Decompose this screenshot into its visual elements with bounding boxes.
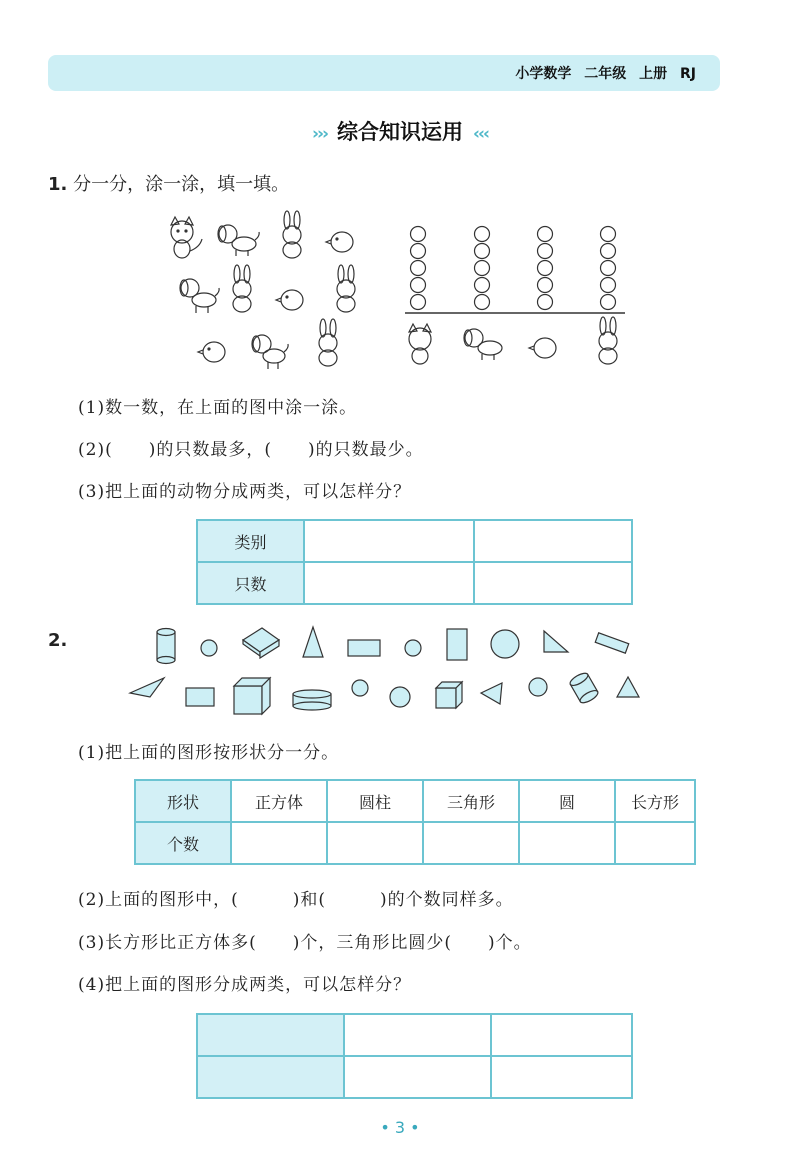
animal-group (171, 211, 355, 369)
circle-icon (201, 640, 217, 656)
circle-icon (491, 630, 519, 658)
circle-icon (405, 640, 421, 656)
cylinder-icon (157, 629, 175, 664)
answer-cell[interactable] (304, 520, 474, 562)
rabbit-icon (319, 319, 337, 366)
answer-cell[interactable] (304, 562, 474, 604)
section-title: 综合知识运用 (337, 120, 463, 144)
circle-graph (405, 227, 625, 365)
rectangle-icon (348, 640, 380, 656)
answer-cell[interactable] (344, 1014, 491, 1056)
table-row-label: 个数 (135, 822, 231, 864)
chick-icon (198, 342, 225, 362)
cube-icon (436, 682, 462, 708)
answer-cell[interactable] (197, 1014, 344, 1056)
answer-cell[interactable] (491, 1056, 632, 1098)
q2-sub3: (3)长方形比正方体多( )个，三角形比圆少( )个。 (78, 933, 532, 953)
triangle-icon (617, 677, 639, 697)
chick-icon (529, 338, 556, 358)
circle-icon (352, 680, 368, 696)
answer-cell[interactable] (474, 562, 632, 604)
answer-cell[interactable] (491, 1014, 632, 1056)
cube-icon (243, 628, 279, 658)
q2-sub2: (2)上面的图形中，( )和( )的个数同样多。 (78, 890, 514, 910)
q2-sub4: (4)把上面的图形分成两类，可以怎样分？ (78, 975, 412, 995)
answer-cell[interactable] (423, 822, 519, 864)
shapes-group (130, 671, 639, 714)
triangle-icon (481, 683, 502, 704)
answer-cell[interactable] (344, 1056, 491, 1098)
page-number: • 3 • (380, 1118, 420, 1137)
dog-icon (218, 225, 259, 256)
cylinder-icon (293, 690, 331, 710)
cylinder-icon (568, 671, 599, 705)
answer-cell[interactable] (519, 822, 615, 864)
table-header: 圆 (519, 780, 615, 822)
table-header: 三角形 (423, 780, 519, 822)
dog-icon (252, 335, 288, 369)
q1-sub1: (1)数一数，在上面的图中涂一涂。 (78, 398, 358, 418)
table-header: 正方体 (231, 780, 327, 822)
q2-answer-table (196, 1013, 633, 1099)
table-row-label: 类别 (197, 520, 304, 562)
q1-number: 1. (48, 174, 68, 195)
chevron-left-icon: ‹‹‹ (473, 124, 489, 144)
answer-cell[interactable] (231, 822, 327, 864)
q1-sub3: (3)把上面的动物分成两类，可以怎样分？ (78, 482, 412, 502)
answer-cell[interactable] (474, 520, 632, 562)
answer-cell[interactable] (197, 1056, 344, 1098)
answer-cell[interactable] (327, 822, 423, 864)
rabbit-icon (337, 265, 355, 312)
chick-icon (276, 290, 303, 310)
q1-sub2: (2)( )的只数最多，( )的只数最少。 (78, 440, 424, 460)
q1-answer-table (196, 519, 633, 605)
triangle-icon (303, 627, 323, 657)
q2-heading (48, 630, 67, 651)
chevron-right-icon: ››› (311, 124, 327, 144)
cube-icon (234, 678, 270, 714)
dog-icon (180, 279, 219, 313)
table-row-label: 只数 (197, 562, 304, 604)
answer-cell[interactable] (615, 822, 695, 864)
rabbit-icon (233, 265, 251, 312)
q2-sub1: (1)把上面的图形按形状分一分。 (78, 743, 340, 763)
circle-icon (529, 678, 547, 696)
q2-number: 2. (48, 630, 68, 651)
dog-icon (464, 329, 502, 360)
shapes-group (157, 627, 629, 664)
chick-icon (326, 232, 353, 252)
table-header: 长方形 (615, 780, 695, 822)
circle-icon (390, 687, 410, 707)
q1-stem: 分一分，涂一涂，填一填。 (73, 174, 290, 195)
rectangle-icon (186, 688, 214, 706)
rectangle-icon (595, 633, 628, 653)
circle-column (411, 227, 426, 310)
circle-column (475, 227, 490, 310)
rabbit-icon (599, 317, 617, 364)
rabbit-icon (283, 211, 301, 258)
table-header: 圆柱 (327, 780, 423, 822)
circle-column (538, 227, 553, 310)
cat-icon (409, 324, 431, 364)
q2-shape-table (134, 779, 696, 865)
table-header: 形状 (135, 780, 231, 822)
header-text: 小学数学 二年级 上册 RJ (515, 66, 696, 82)
rectangle-icon (447, 629, 467, 660)
circle-column (601, 227, 616, 310)
triangle-icon (130, 678, 164, 697)
triangle-icon (544, 631, 568, 652)
cat-icon (171, 217, 202, 258)
